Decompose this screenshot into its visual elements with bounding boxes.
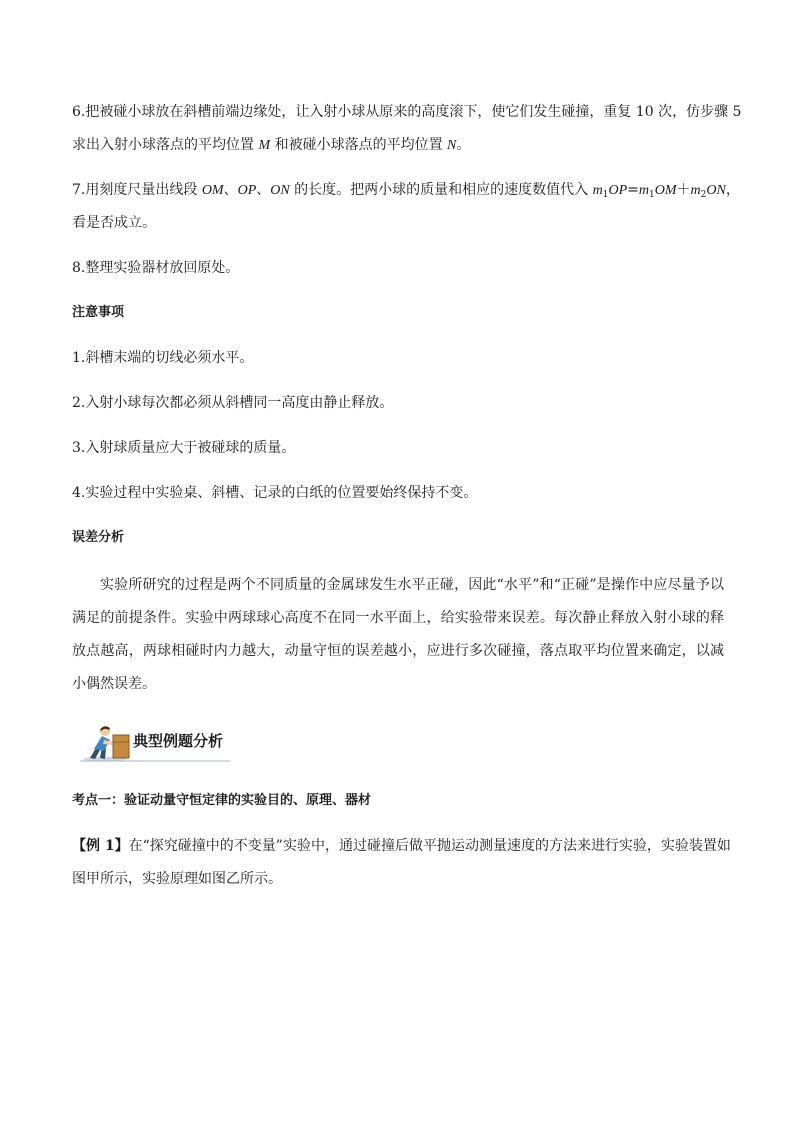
example-label: 【例 1】 bbox=[72, 838, 129, 854]
kaodian-text: 考点一：验证动量守恒定律的实验目的、原理、器材 bbox=[72, 793, 372, 808]
note-text: 3.入射球质量应大于被碰球的质量。 bbox=[72, 440, 296, 456]
note-item bbox=[72, 483, 477, 503]
comma: ， bbox=[725, 182, 740, 198]
step7-text-a: 7.用刻度尺量出线段 bbox=[72, 182, 202, 198]
symbol-M: M bbox=[258, 138, 271, 153]
note-item bbox=[72, 438, 295, 458]
segment-OP-eq: OP bbox=[608, 183, 628, 198]
segment-OM: OM bbox=[201, 183, 224, 198]
mass-symbol: m bbox=[638, 183, 650, 198]
notes-heading-text: 注意事项 bbox=[72, 305, 125, 320]
note-item bbox=[72, 393, 393, 413]
step6-line1 bbox=[72, 102, 741, 122]
step8 bbox=[72, 258, 239, 278]
notes-heading bbox=[72, 303, 124, 323]
note-text: 4.实验过程中实验桌、斜槽、记录的白纸的位置要始终保持不变。 bbox=[72, 485, 478, 501]
segment-ON-eq: ON bbox=[706, 183, 726, 198]
error-paragraph: 实验所研究的过程是两个不同质量的金属球发生水平正碰，因此“水平”和“正碰”是操作中应尽量予以满足的前提条件。实验中两球球心高度不在同一水平面上，给实验带来误差。每次静止释放入射小球的释放点越高，两球相碰时内力越大，动量守恒的误差越小，应进行多次碰撞，落点取平均位置来确定，以减小偶然误差。 bbox=[72, 577, 724, 692]
mass-symbol: m bbox=[690, 183, 701, 198]
error-heading-text: 误差分析 bbox=[72, 530, 125, 545]
step7-text-c: 看是否成立。 bbox=[72, 215, 156, 231]
example-text: 在“探究碰撞中的不变量”实验中，通过碰撞后做平抛运动测量速度的方法来进行实验，实验装置如 bbox=[128, 838, 731, 854]
symbol-N: N bbox=[447, 138, 457, 153]
step6-text-b: 和被碰小球落点的平均位置 bbox=[270, 137, 448, 153]
segment-OM-eq: OM bbox=[654, 183, 677, 198]
equation bbox=[593, 182, 726, 198]
step8-text: 8.整理实验器材放回原处。 bbox=[72, 260, 240, 276]
mass-symbol: m bbox=[592, 183, 603, 198]
step7-line1 bbox=[72, 180, 740, 205]
example-line1 bbox=[72, 836, 731, 856]
equals-sign: = bbox=[627, 182, 639, 198]
step6-text-a: 求出入射小球落点的平均位置 bbox=[72, 137, 259, 153]
section-title: 典型例题分析 bbox=[133, 732, 224, 750]
note-text: 2.入射小球每次都必须从斜槽同一高度由静止释放。 bbox=[72, 395, 394, 411]
error-heading bbox=[72, 528, 124, 548]
separator: 、 bbox=[223, 182, 238, 198]
segment-ON: ON bbox=[270, 183, 290, 198]
plus-sign: ＋ bbox=[676, 182, 691, 198]
step6-line2 bbox=[72, 135, 470, 156]
subscript: 2 bbox=[700, 190, 707, 200]
subscript: 1 bbox=[602, 190, 609, 200]
subscript: 1 bbox=[649, 190, 655, 200]
step7-line2 bbox=[72, 213, 156, 233]
step6-text-c: 。 bbox=[456, 137, 471, 153]
segment-OP: OP bbox=[237, 183, 257, 198]
note-text: 1.斜槽末端的切线必须水平。 bbox=[72, 350, 254, 366]
note-item bbox=[72, 348, 253, 368]
example-text-2: 图甲所示，实验原理如图乙所示。 bbox=[72, 871, 282, 887]
separator: 、 bbox=[256, 182, 271, 198]
kaodian-heading bbox=[72, 791, 371, 811]
step7-text-b: 的长度。把两小球的质量和相应的速度数值代入 bbox=[289, 182, 593, 198]
example-line2 bbox=[72, 869, 282, 889]
step6-text: 6.把被碰小球放在斜槽前端边缘处，让入射小球从原来的高度滚下，使它们发生碰撞，重复 10 次，仿步骤 5 bbox=[72, 104, 742, 120]
